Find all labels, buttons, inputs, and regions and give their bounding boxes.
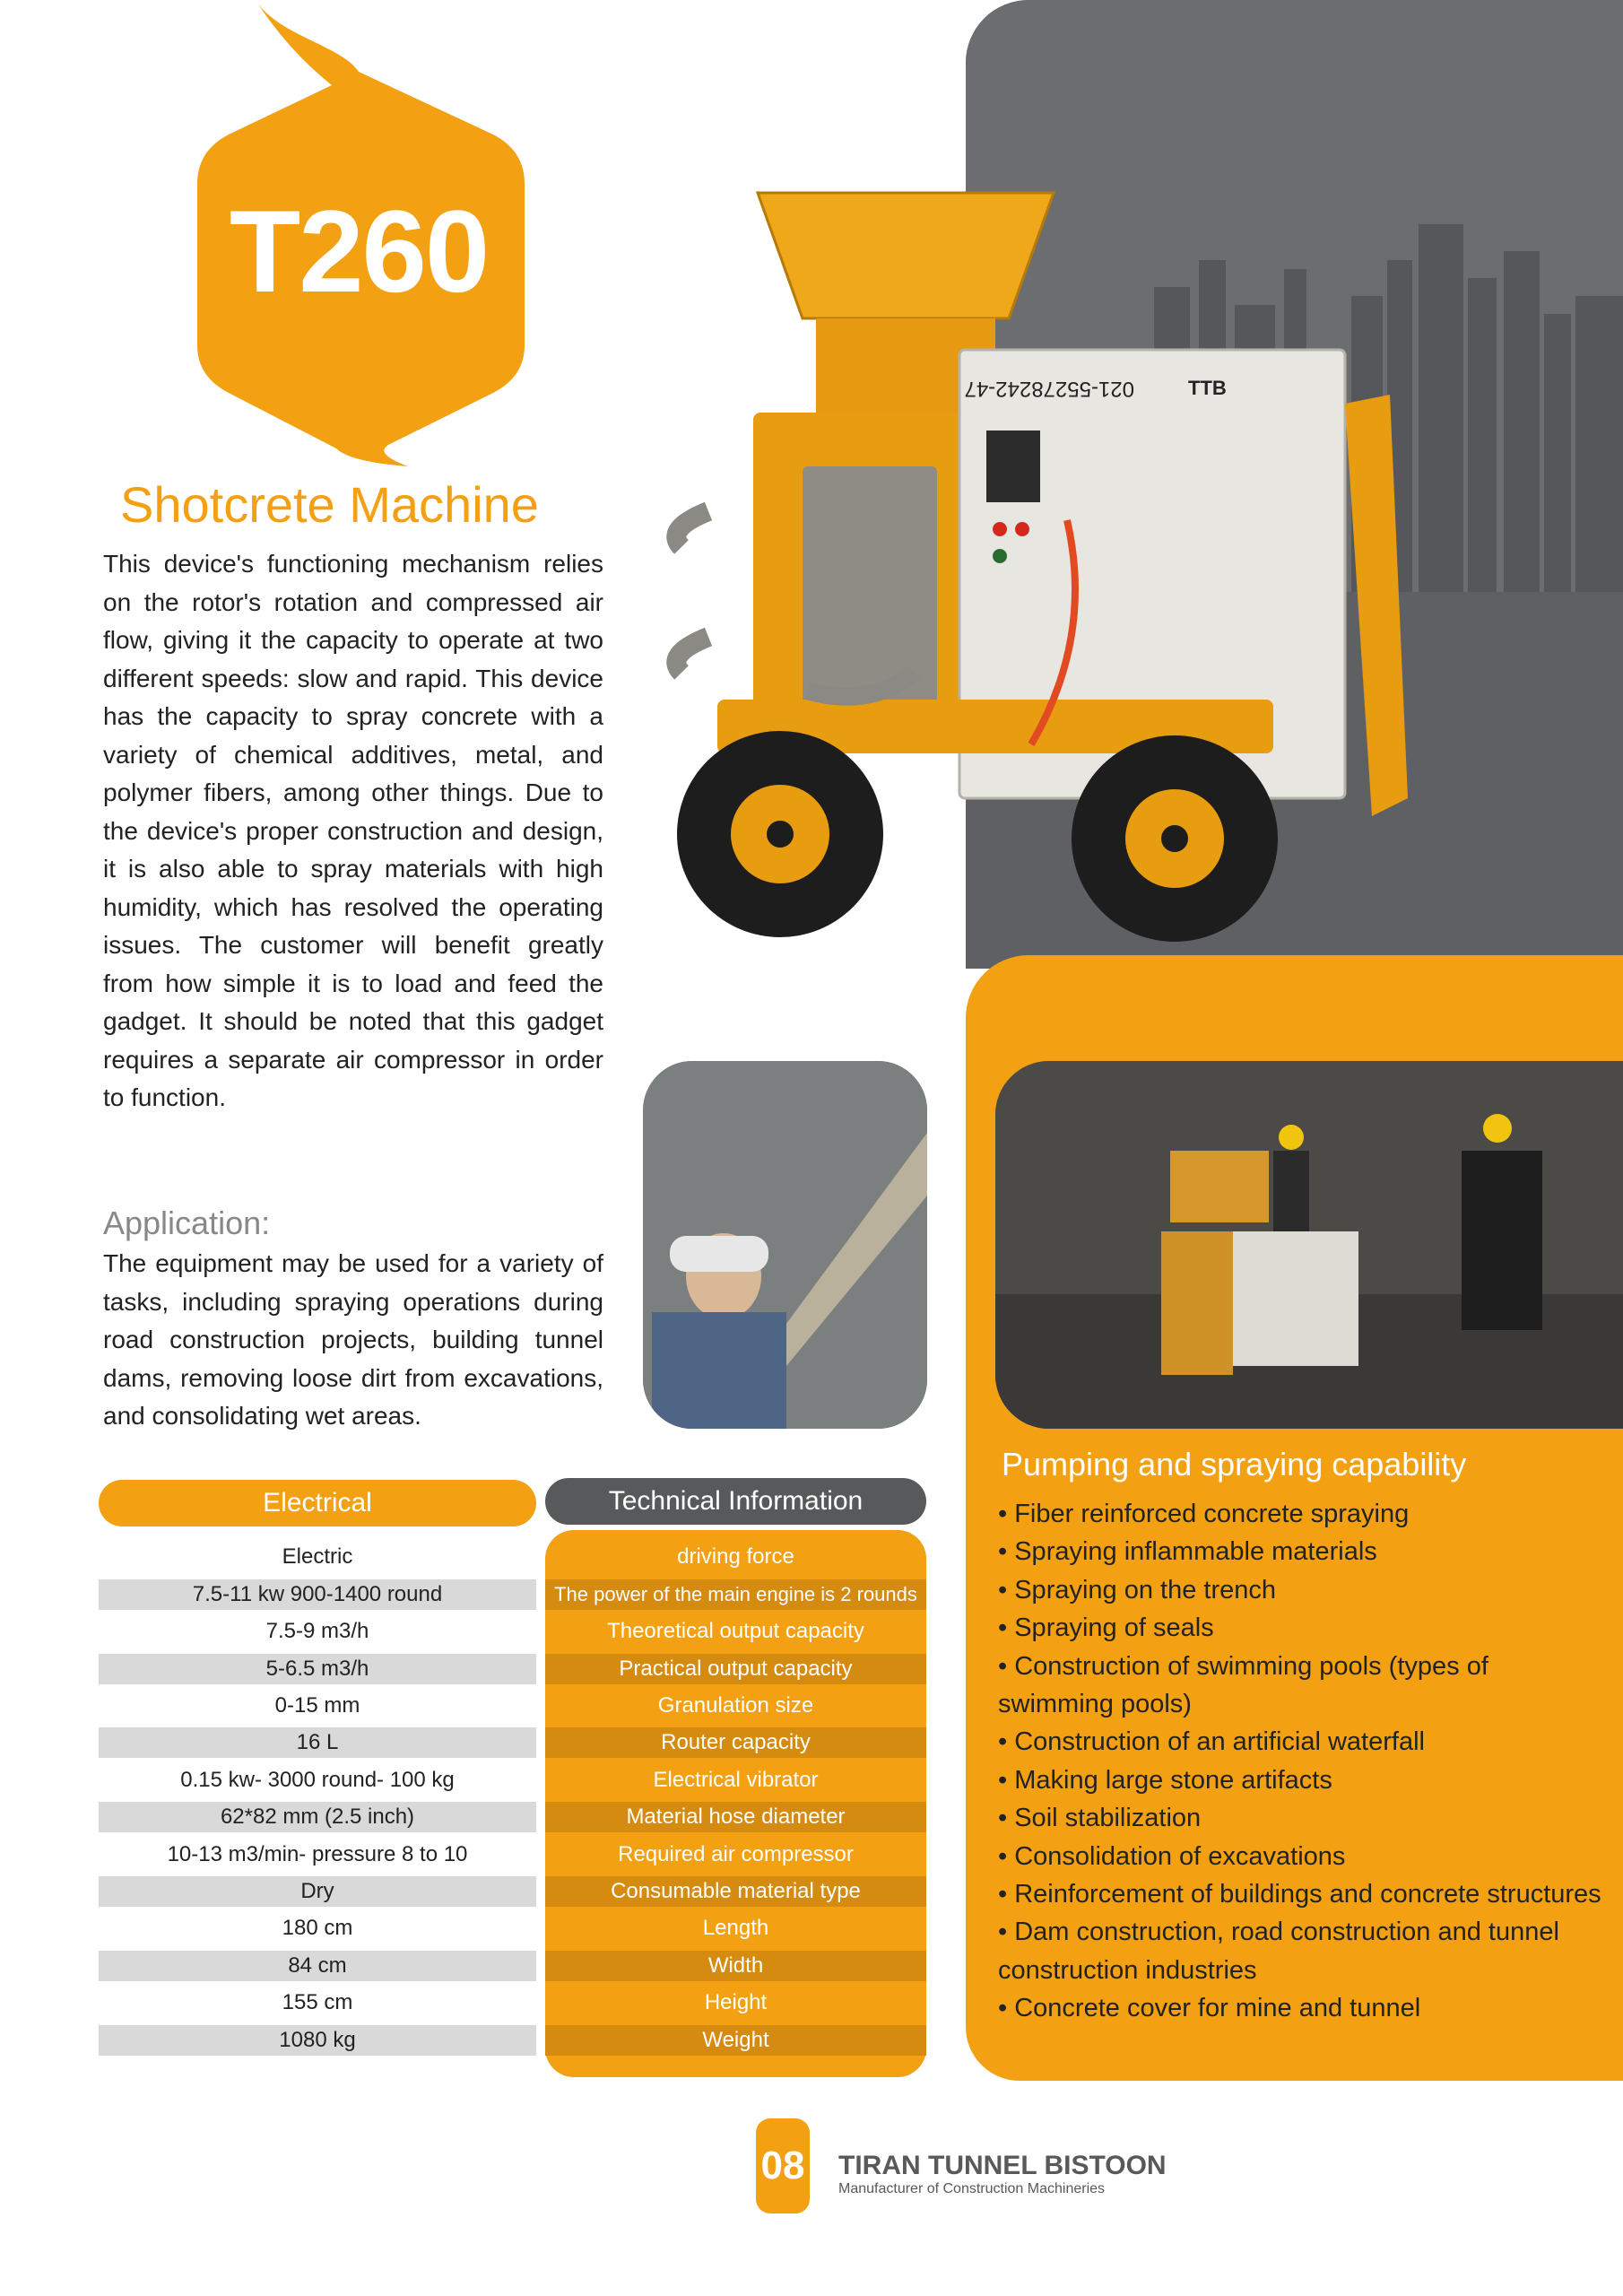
capability-item: • Spraying inflammable materials [998, 1533, 1608, 1570]
technical-information-header: Technical Information [545, 1478, 926, 1525]
spec-value: 0.15 kw- 3000 round- 100 kg [180, 1768, 455, 1792]
spec-label: driving force [677, 1544, 794, 1569]
capability-item: • Soil stabilization [998, 1799, 1608, 1837]
capabilities-list [998, 1495, 1608, 2028]
capability-item: • Concrete cover for mine and tunnel [998, 1989, 1608, 2027]
spec-label: Required air compressor [618, 1842, 854, 1866]
company-name: TIRAN TUNNEL BISTOON [838, 2151, 1167, 2180]
spec-value: Dry [99, 1876, 536, 1907]
machine-panel-logo: TTB [1188, 377, 1227, 399]
capabilities-heading: Pumping and spraying capability [1002, 1446, 1467, 1483]
spec-label: Router capacity [545, 1727, 926, 1758]
capability-item: • Reinforcement of buildings and concrete structures [998, 1875, 1608, 1913]
product-description: This device's functioning mechanism relies on the rotor's rotation and compressed air flow, giving it the capacity to operate at two different speeds: slow and rapid. This device has the capacity to spray concrete with a variety of chemical additives, metal, and polymer fibers, among other things. Due to the device's proper construction and design, it is also able to spray materials with high humidity, which has resolved the operating issues. The customer will benefit greatly from how simple it is to load and feed the gadget. It should be noted that this gadget requires a separate air compressor in order to function. [103, 550, 603, 1111]
capability-item: • Consolidation of excavations [998, 1838, 1608, 1875]
spec-value: 84 cm [99, 1951, 536, 1981]
capability-item: • Spraying on the trench [998, 1571, 1608, 1609]
spec-value: 7.5-11 kw 900-1400 round [99, 1579, 536, 1610]
machine-panel-phone: 021-55278242-47 [964, 377, 1134, 401]
application-text: The equipment may be used for a variety of tasks, including spraying operations during road construction projects, building tunnel dams, removing loose dirt from excavations, and consolidating wet areas. [103, 1249, 603, 1430]
capability-item: • Spraying of seals [998, 1609, 1608, 1647]
page-number: 08 [756, 2118, 810, 2213]
spec-value: 1080 kg [99, 2025, 536, 2056]
spec-value: 7.5-9 m3/h [265, 1619, 369, 1643]
capability-item: • Construction of an artificial waterfall [998, 1723, 1608, 1761]
capability-item: • Construction of swimming pools (types of swimming pools) [998, 1648, 1608, 1724]
shotcrete-machine-image [646, 170, 1435, 1022]
product-title: Shotcrete Machine [120, 476, 539, 533]
spec-label: Theoretical output capacity [607, 1619, 864, 1643]
capability-item: • Making large stone artifacts [998, 1761, 1608, 1799]
spec-value: 0-15 mm [274, 1693, 360, 1718]
application-heading: Application: [103, 1205, 271, 1241]
spec-label: Consumable material type [545, 1876, 926, 1907]
spec-value: 5-6.5 m3/h [99, 1654, 536, 1684]
model-name: T260 [229, 186, 489, 317]
worker-spraying-photo [643, 1061, 927, 1429]
spec-value: 10-13 m3/min- pressure 8 to 10 [167, 1842, 468, 1866]
capability-item: • Dam construction, road construction and tunnel construction industries [998, 1913, 1608, 1989]
spec-value: 16 L [99, 1727, 536, 1758]
spec-label: Length [702, 1916, 769, 1940]
spec-label: Height [704, 1990, 768, 2014]
spec-label: Material hose diameter [545, 1802, 926, 1832]
spec-label: Practical output capacity [545, 1654, 926, 1684]
spec-value: Electric [282, 1544, 353, 1569]
electrical-header: Electrical [99, 1480, 536, 1526]
spec-label: Width [545, 1951, 926, 1981]
spec-value: 180 cm [282, 1916, 353, 1940]
capability-item: • Fiber reinforced concrete spraying [998, 1495, 1608, 1533]
spec-label: Weight [545, 2025, 926, 2056]
spec-label: Electrical vibrator [653, 1768, 819, 1792]
company-tagline: Manufacturer of Construction Machineries [838, 2181, 1106, 2196]
spec-value: 62*82 mm (2.5 inch) [99, 1802, 536, 1832]
spec-label: Granulation size [657, 1693, 814, 1718]
construction-site-photo [995, 1061, 1623, 1429]
spec-label: The power of the main engine is 2 rounds [545, 1579, 926, 1610]
spec-value: 155 cm [282, 1990, 353, 2014]
